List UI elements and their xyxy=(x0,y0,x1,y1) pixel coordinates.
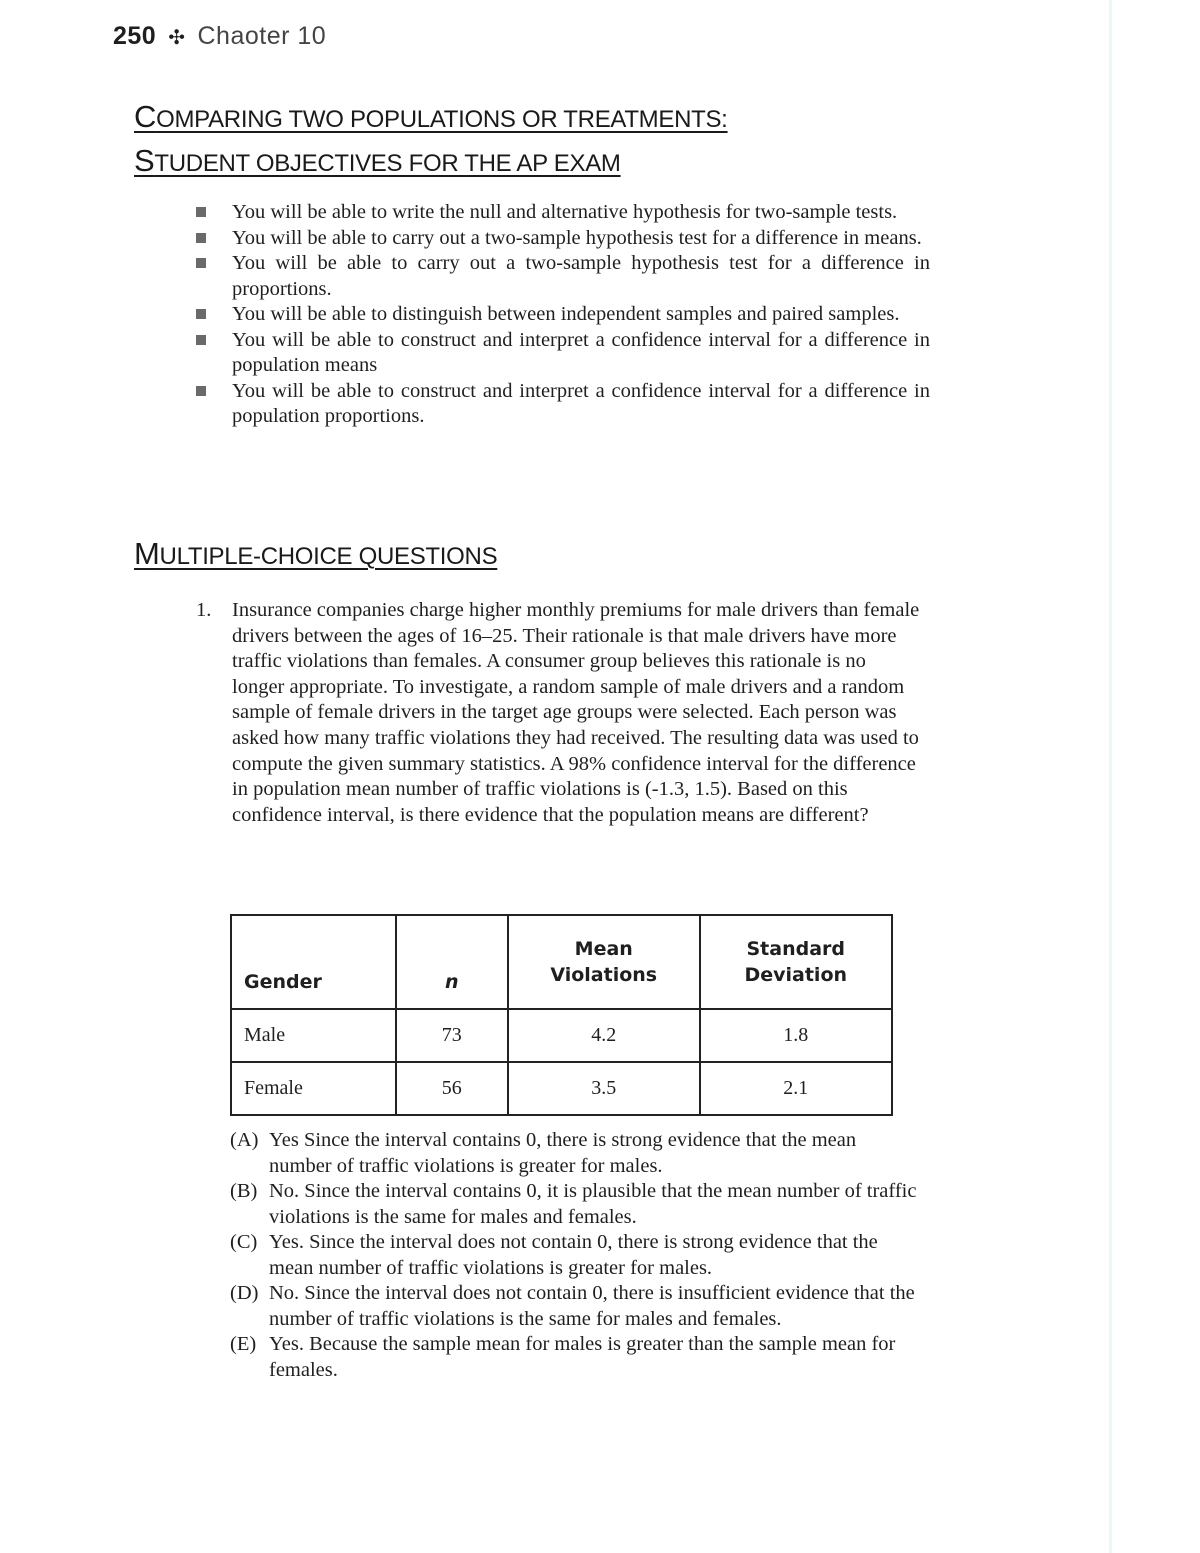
list-item xyxy=(196,328,930,379)
cell-gender: Female xyxy=(231,1062,396,1115)
mc-title xyxy=(134,535,497,576)
chapter-label: Chaoter 10 xyxy=(197,22,327,50)
objective-text: You will be able to distinguish between independent samples and paired samples. xyxy=(232,303,900,325)
choice-label: (B) xyxy=(230,1180,258,1202)
question-number: 1. xyxy=(196,599,212,621)
page-edge xyxy=(1109,0,1112,1553)
choice-b xyxy=(230,1179,920,1230)
objective-text: You will be able to carry out a two-sample hypothesis test for a difference in proportions. xyxy=(232,252,930,300)
list-item xyxy=(196,251,930,302)
square-bullet-icon xyxy=(196,207,206,217)
header-sd-line2: Deviation xyxy=(744,964,848,986)
square-bullet-icon xyxy=(196,335,206,345)
header-n: n xyxy=(396,915,508,1009)
header-mean xyxy=(508,915,700,1009)
cell-sd: 2.1 xyxy=(700,1062,893,1115)
list-item xyxy=(196,302,930,328)
objective-text: You will be able to construct and interpret a confidence interval for a difference in population means xyxy=(232,328,930,376)
choice-d xyxy=(230,1281,920,1332)
choice-label: (C) xyxy=(230,1231,258,1253)
question-stem: Insurance companies charge higher monthly premiums for male drivers than female drivers between the ages of 16–25. Their rationale is that male drivers have more traffic violations than females. A consumer group believes this rationale is no longer appropriate. To investigate, a random sample of male drivers and a random sample of female drivers in the target age groups were selected. Each person was asked how many traffic violations they had received. The resulting data was used to compute the given summary statistics. A 98% confidence interval for the difference in population mean number of traffic violations is (-1.3, 1.5). Based on this confidence interval, is there evidence that the population means are different? xyxy=(232,599,920,826)
running-header xyxy=(113,22,326,51)
list-item xyxy=(196,379,930,430)
list-item xyxy=(196,226,930,252)
square-bullet-icon xyxy=(196,386,206,396)
header-sd-line1: Standard xyxy=(746,938,845,960)
objective-text: You will be able to carry out a two-sample hypothesis test for a difference in means. xyxy=(232,226,922,249)
cell-gender: Male xyxy=(231,1009,396,1062)
header-mean-line2: Violations xyxy=(550,964,658,986)
table-header-row xyxy=(231,915,892,1009)
choice-label: (E) xyxy=(230,1333,257,1355)
choice-text: Yes. Because the sample mean for males is greater than the sample mean for females. xyxy=(269,1333,896,1381)
choice-text: Yes Since the interval contains 0, there is strong evidence that the mean number of traffic violations is greater for males. xyxy=(269,1129,857,1177)
page-number: 250 xyxy=(113,22,157,50)
square-bullet-icon xyxy=(196,309,206,319)
choice-label: (D) xyxy=(230,1282,259,1304)
header-gender: Gender xyxy=(231,915,396,1009)
choice-e xyxy=(230,1332,920,1383)
square-bullet-icon xyxy=(196,233,206,243)
answer-choices xyxy=(230,1128,920,1383)
square-bullet-icon xyxy=(196,258,206,268)
choice-c xyxy=(230,1230,920,1281)
choice-a xyxy=(230,1128,920,1179)
objective-text: You will be able to construct and interpret a confidence interval for a difference in population proportions. xyxy=(232,379,930,427)
header-mean-line1: Mean xyxy=(574,938,633,960)
mc-title-text: MULTIPLE-CHOICE QUESTIONS xyxy=(134,536,498,571)
cell-mean: 3.5 xyxy=(508,1062,700,1115)
header-sd xyxy=(700,915,893,1009)
summary-statistics-table xyxy=(230,914,893,1116)
list-item xyxy=(196,200,930,226)
cell-sd: 1.8 xyxy=(700,1009,893,1062)
objective-text: You will be able to write the null and alternative hypothesis for two-sample tests. xyxy=(232,201,898,223)
cell-n: 73 xyxy=(396,1009,508,1062)
choice-text: No. Since the interval contains 0, it is plausible that the mean number of traffic violations is the same for males and females. xyxy=(269,1180,917,1228)
question-1 xyxy=(196,598,922,828)
table-row xyxy=(231,1062,892,1115)
objectives-title-line1: COMPARING TWO POPULATIONS OR TREATMENTS: xyxy=(134,99,728,134)
choice-label: (A) xyxy=(230,1129,259,1151)
cell-mean: 4.2 xyxy=(508,1009,700,1062)
choice-text: Yes. Since the interval does not contain 0, there is strong evidence that the mean number of traffic violations is greater for males. xyxy=(269,1231,878,1279)
choice-text: No. Since the interval does not contain 0, there is insufficient evidence that the number of traffic violations is the same for males and females. xyxy=(269,1282,915,1330)
table-row xyxy=(231,1009,892,1062)
objectives-title xyxy=(134,96,728,184)
objectives-list xyxy=(196,200,930,430)
cell-n: 56 xyxy=(396,1062,508,1115)
objectives-title-line2: STUDENT OBJECTIVES FOR THE AP EXAM xyxy=(134,143,621,178)
header-ornament: ✣ xyxy=(168,27,186,49)
